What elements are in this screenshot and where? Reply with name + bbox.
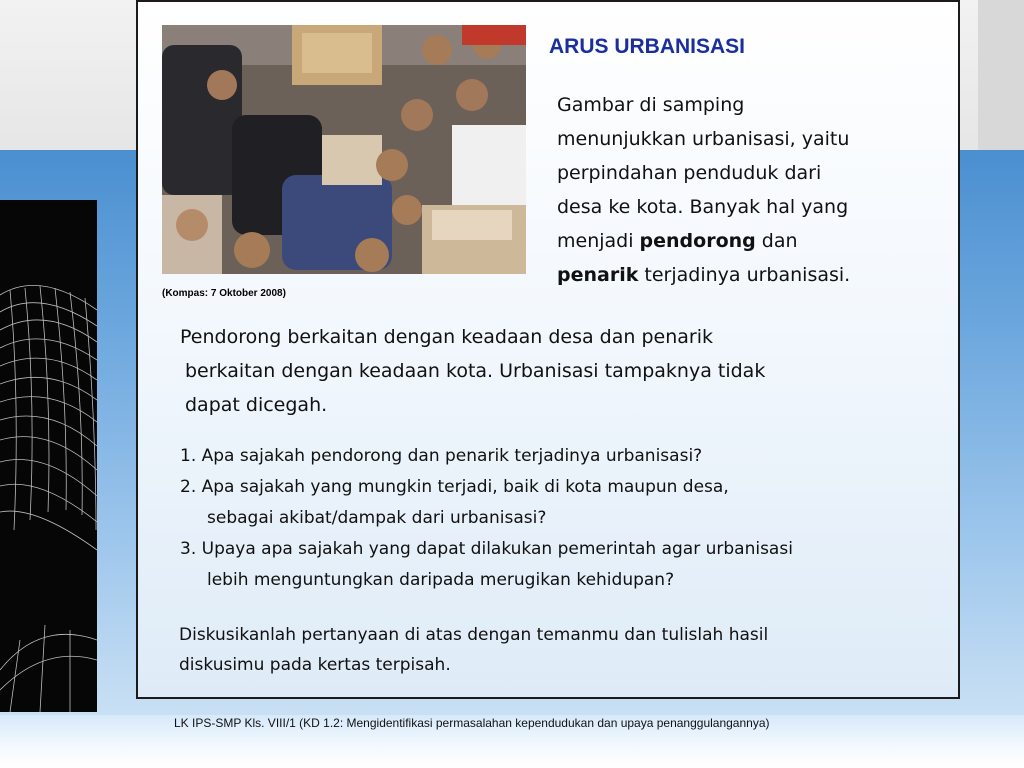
intro-line: desa ke kota. Banyak hal yang <box>557 196 849 218</box>
question-3: 3. Upaya apa sajakah yang dapat dilakukan pemerintah agar urbanisasi <box>180 539 793 559</box>
closing-paragraph <box>179 620 939 680</box>
main-line: dapat dicegah. <box>185 394 328 416</box>
intro-line <box>557 258 917 292</box>
background-right-strip <box>978 0 1024 150</box>
intro-text: terjadinya urbanisasi. <box>638 264 851 286</box>
intro-line: Gambar di samping <box>557 94 745 116</box>
wireframe-decoration <box>0 200 97 712</box>
question-1: 1. Apa sajakah pendorong dan penarik terjadinya urbanisasi? <box>180 446 703 466</box>
main-line: Pendorong berkaitan dengan keadaan desa dan penarik <box>180 326 713 348</box>
intro-text: dan <box>755 230 798 252</box>
question-list <box>180 441 940 596</box>
intro-line: menunjukkan urbanisasi, yaitu <box>557 128 850 150</box>
slide-title: ARUS URBANISASI <box>549 35 746 58</box>
main-line: berkaitan dengan keadaan kota. Urbanisasi tampaknya tidak <box>185 360 766 382</box>
crowd-photo <box>162 25 526 274</box>
main-paragraph <box>180 320 940 422</box>
intro-line: perpindahan penduduk dari <box>557 162 822 184</box>
question-2-continued: sebagai akibat/dampak dari urbanisasi? <box>207 508 547 528</box>
closing-line: Diskusikanlah pertanyaan di atas dengan temanmu dan tulislah hasil <box>179 625 769 645</box>
closing-line: diskusimu pada kertas terpisah. <box>179 655 451 675</box>
question-3-continued: lebih menguntungkan daripada merugikan kehidupan? <box>207 570 675 590</box>
slide-footer: LK IPS-SMP Kls. VIII/1 (KD 1.2: Mengidentifikasi permasalahan kependudukan dan upaya penanggulangannya) <box>174 716 770 730</box>
question-2: 2. Apa sajakah yang mungkin terjadi, baik di kota maupun desa, <box>180 477 729 497</box>
intro-paragraph <box>557 88 917 292</box>
intro-line <box>557 224 917 258</box>
photo-caption: (Kompas: 7 Oktober 2008) <box>162 288 286 299</box>
keyword-pendorong: pendorong <box>639 230 756 252</box>
intro-text: menjadi <box>557 230 640 252</box>
keyword-penarik: penarik <box>557 264 639 286</box>
